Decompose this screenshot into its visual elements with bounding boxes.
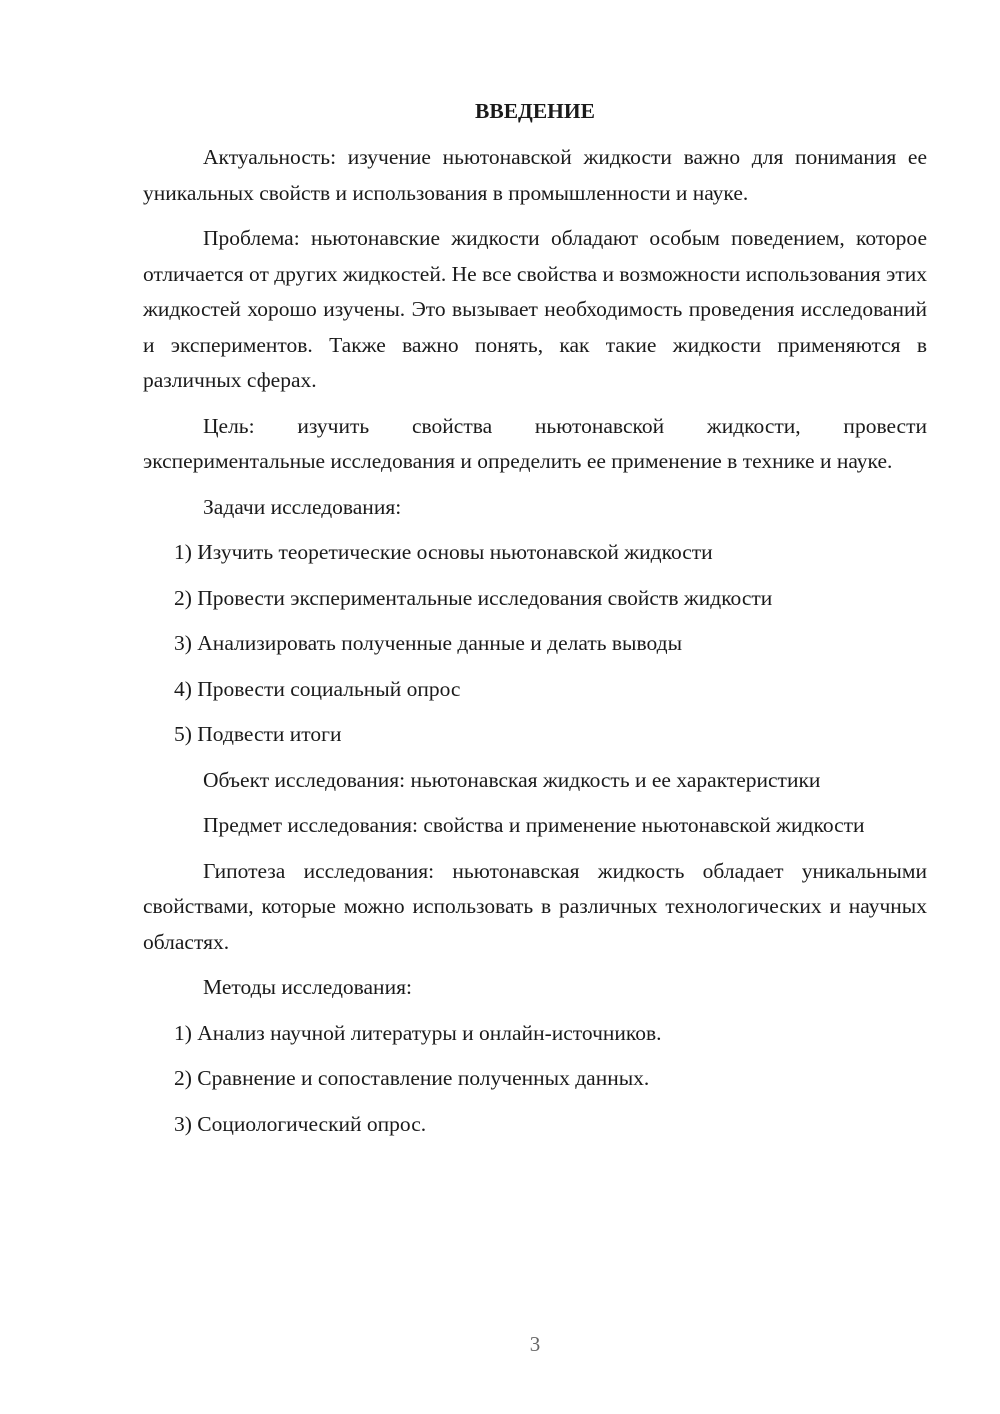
page-number: 3: [529, 1332, 541, 1356]
list-item: 2) Сравнение и сопоставление полученных данных.: [174, 1066, 650, 1090]
list-item: 3) Анализировать полученные данные и делать выводы: [174, 631, 683, 655]
list-item: 3) Социологический опрос.: [174, 1111, 427, 1136]
problem-paragraph: Проблема: ньютонавские жидкости обладают особым поведением, которое отличается от других жидкостей. Не все свойства и возможности использования этих жидкостей хорошо изучены. Это вызывает необходимость проведения исследований и экспериментов. Также важно понять, как такие жидкости применяются в различных сферах.: [143, 226, 927, 392]
section-title: ВВЕДЕНИЕ: [475, 99, 595, 123]
list-item: 1) Анализ научной литературы и онлайн-источников.: [174, 1020, 662, 1045]
goal-paragraph: Цель: изучить свойства ньютонавской жидкости, провести экспериментальные исследования и определить ее применение в технике и науке.: [143, 413, 927, 473]
list-item: 1) Изучить теоретические основы ньютонавской жидкости: [174, 540, 713, 564]
hypothesis-paragraph: Гипотеза исследования: ньютонавская жидкость обладает уникальными свойствами, которые можно использовать в различных технологических и научных областях.: [143, 858, 927, 954]
subject-paragraph: Предмет исследования: свойства и применение ньютонавской жидкости: [203, 813, 865, 837]
object-line: Объект исследования: ньютонавская жидкость и ее характеристики: [203, 767, 821, 792]
tasks-heading: Задачи исследования:: [203, 494, 402, 519]
relevance-paragraph: Актуальность: изучение ньютонавской жидкости важно для понимания ее уникальных свойств и использования в промышленности и науке.: [143, 145, 927, 205]
tasks-list: [143, 535, 927, 753]
list-item: 5) Подвести итоги: [174, 722, 342, 746]
methods-heading: Методы исследования:: [203, 975, 412, 999]
list-item: 4) Провести социальный опрос: [174, 676, 461, 701]
list-item: 2) Провести экспериментальные исследования свойств жидкости: [174, 585, 773, 610]
document-page: [143, 96, 927, 1152]
methods-list: [143, 1016, 927, 1143]
